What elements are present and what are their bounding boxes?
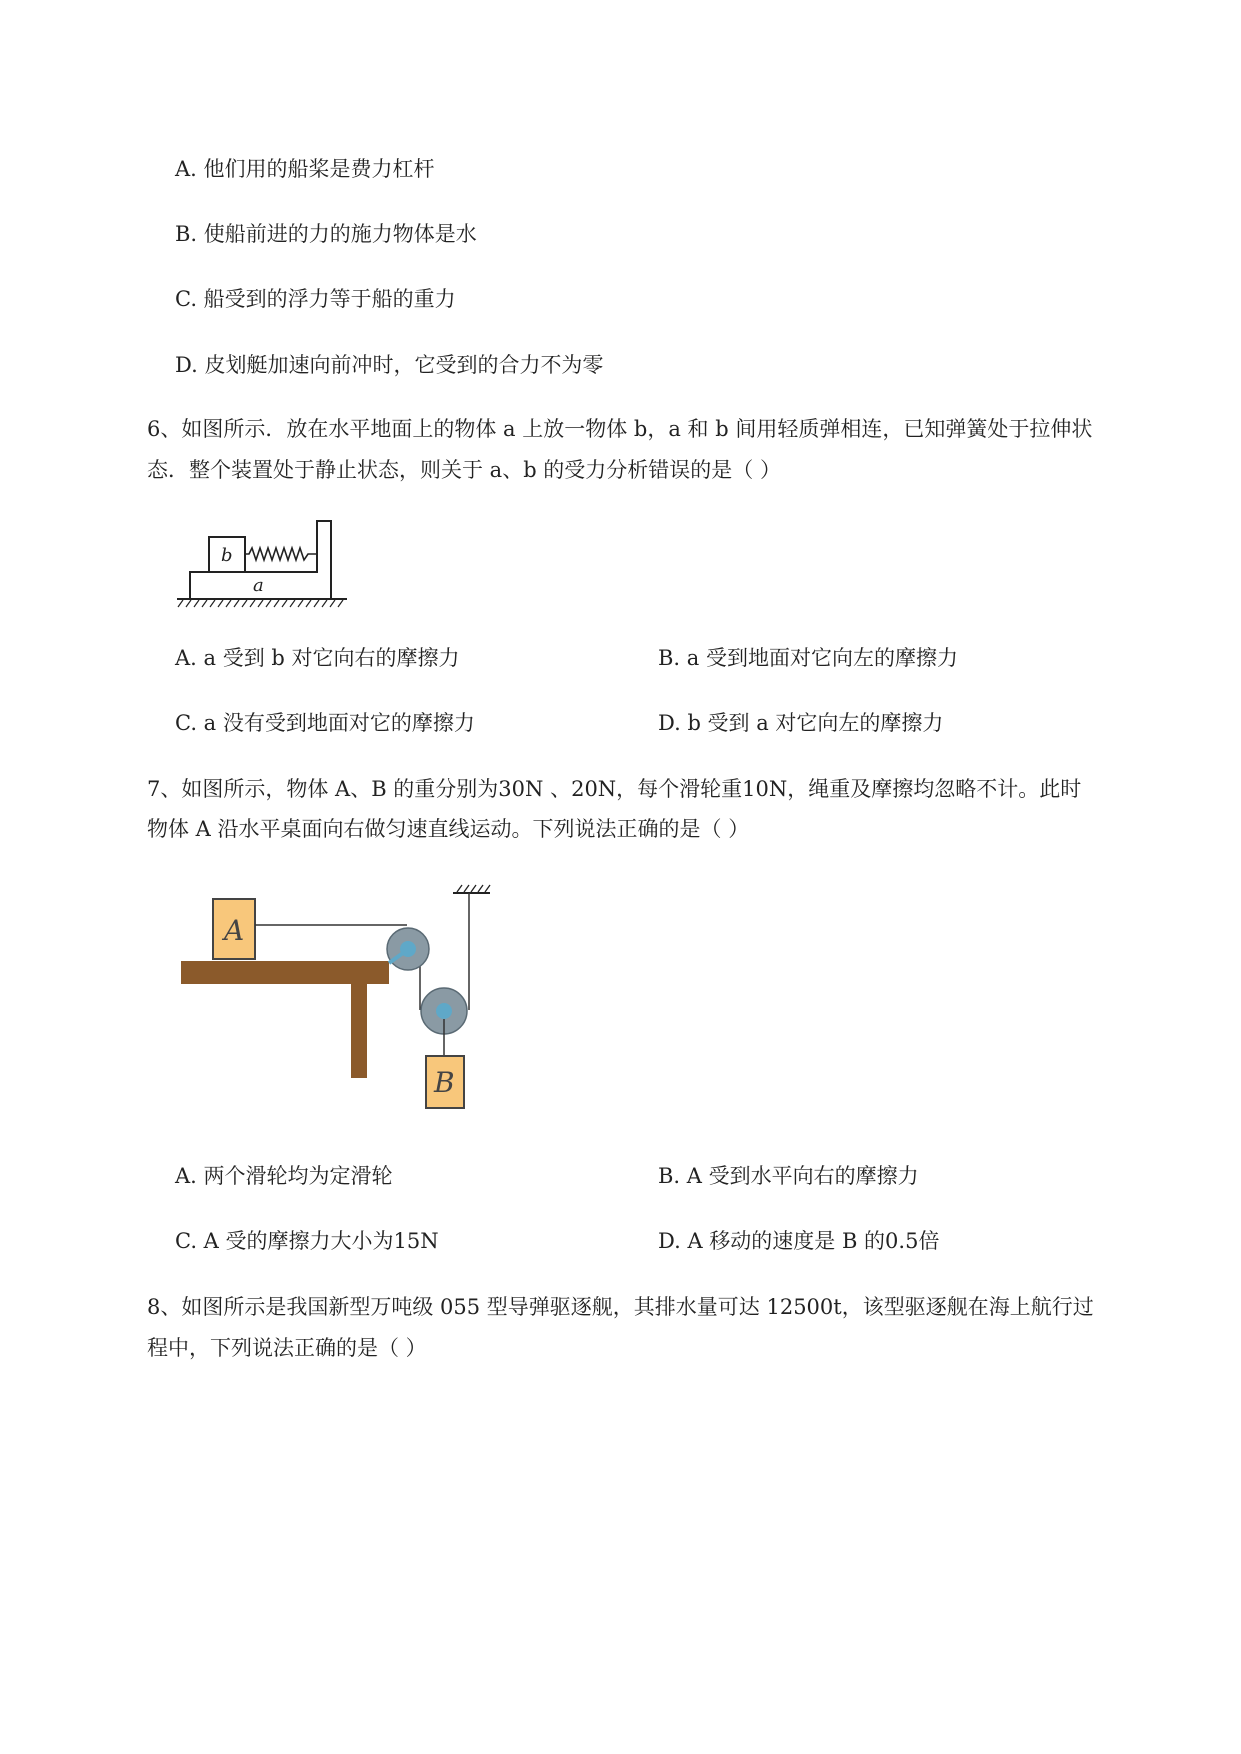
label-A: A xyxy=(224,914,245,947)
table-leg xyxy=(351,984,367,1078)
q5-option-a: A. 他们用的船桨是费力杠杆 xyxy=(175,157,435,181)
label-b: b xyxy=(221,545,233,566)
q7-option-d: D. A 移动的速度是 B 的0.5倍 xyxy=(658,1229,940,1253)
q6-option-a: A. a 受到 b 对它向右的摩擦力 xyxy=(175,646,460,670)
q6-stem-line2: 态．整个装置处于静止状态，则关于 a、b 的受力分析错误的是（ ） xyxy=(147,458,781,482)
q5-option-d: D. 皮划艇加速向前冲时，它受到的合力不为零 xyxy=(175,353,604,377)
q7-option-c: C. A 受的摩擦力大小为15N xyxy=(175,1229,439,1253)
spring xyxy=(245,548,317,560)
q7-option-a: A. 两个滑轮均为定滑轮 xyxy=(175,1164,393,1188)
q6-option-d: D. b 受到 a 对它向左的摩擦力 xyxy=(658,711,944,735)
q6-option-c: C. a 没有受到地面对它的摩擦力 xyxy=(175,711,475,735)
label-B: B xyxy=(434,1066,455,1099)
q6-stem-line1: 6、如图所示．放在水平地面上的物体 a 上放一物体 b，a 和 b 间用轻质弹相连，已知弹簧处于拉伸状 xyxy=(147,417,1093,441)
q6-spring-block-diagram xyxy=(175,515,355,615)
q5-option-b: B. 使船前进的力的施力物体是水 xyxy=(175,222,477,246)
q8-stem-line1: 8、如图所示是我国新型万吨级 055 型导弹驱逐舰，其排水量可达 12500t，该型驱逐舰在海上航行过 xyxy=(147,1295,1094,1319)
q7-pulley-diagram xyxy=(175,880,505,1125)
q6-option-b: B. a 受到地面对它向左的摩擦力 xyxy=(658,646,958,670)
table-top xyxy=(181,961,389,984)
label-a: a xyxy=(253,575,264,596)
q5-option-c: C. 船受到的浮力等于船的重力 xyxy=(175,287,456,311)
q8-stem-line2: 程中，下列说法正确的是（ ） xyxy=(147,1336,427,1360)
q7-option-b: B. A 受到水平向右的摩擦力 xyxy=(658,1164,919,1188)
q7-stem-line2: 物体 A 沿水平桌面向右做匀速直线运动。下列说法正确的是（ ） xyxy=(147,817,750,841)
q7-stem-line1: 7、如图所示，物体 A、B 的重分别为30N 、20N，每个滑轮重10N，绳重及摩擦均忽略不计。此时 xyxy=(147,777,1082,801)
